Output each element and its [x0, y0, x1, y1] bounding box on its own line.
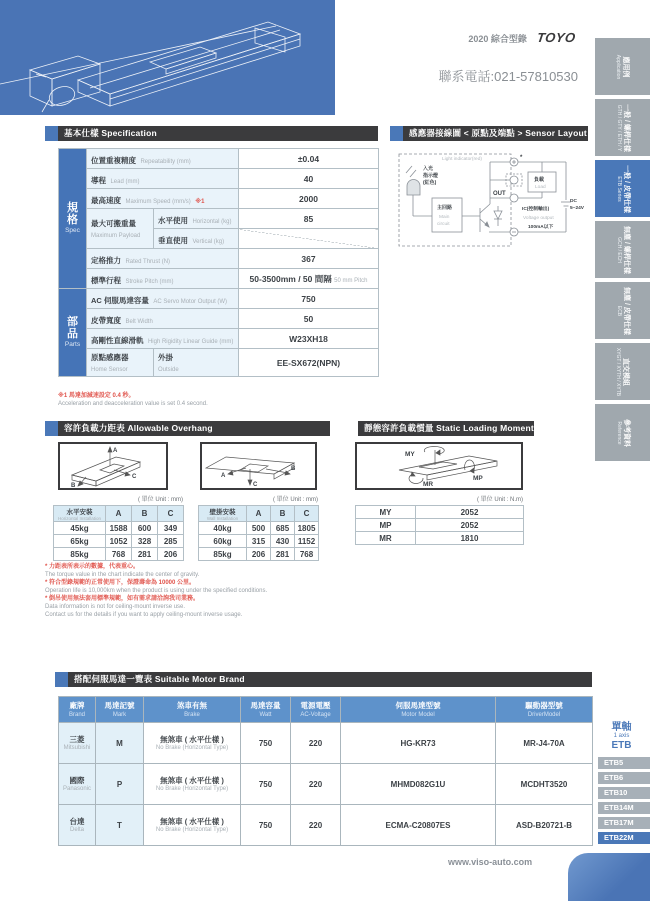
overhang-section-title: 容許負載力距表 Allowable Overhang	[58, 421, 330, 436]
table-row: 最大可搬重量 Maximum Payload 水平使用 Horizontal (kg) 85	[59, 209, 379, 229]
overhang-w-label-b: B	[291, 466, 296, 472]
catalog-title	[468, 30, 576, 45]
sidebar-tab-cartesian[interactable]: 直交模組 XYGT / XYTH / XYTB	[595, 343, 650, 400]
sensor-label-load: 負載	[534, 177, 545, 183]
sidebar-tab-etb-series[interactable]: 一般 / 皮帶仕樣 ETB Series	[595, 160, 650, 217]
table-row: 60kg 315 430 1152	[199, 535, 319, 548]
sensor-label-main-circuit: 主回路	[437, 205, 453, 211]
sensor-label-dc-voltage: 5~24V	[570, 206, 585, 211]
sensor-label-light-3: (紅色)	[423, 180, 437, 186]
overhang-section-header	[45, 421, 330, 436]
sidebar-item-etb22m[interactable]: ETB22M	[598, 832, 650, 844]
table-row: 高剛性直線滑軌 High Rigidity Linear Guide (mm) W23XH18	[59, 329, 379, 349]
moment-section-header	[358, 421, 534, 436]
motor-table	[58, 696, 593, 846]
actuator-line-art	[0, 0, 335, 115]
moment-table	[355, 505, 524, 545]
table-row: 三菱 Mitsubishi M 無煞車 ( 水平仕樣 ) No Brake (Horizontal Type) 750 220 HG-KR73 MR-J4-70A	[59, 723, 593, 764]
sensor-label-load-en: Load	[535, 185, 546, 190]
header-accent-square	[390, 126, 403, 141]
spec-footnote: ※1 馬達加減速設定 0.4 秒。 Acceleration and deacceleration value is set 0.4 second.	[58, 393, 208, 407]
sensor-label-ic: IC(控制輸出)	[522, 207, 550, 212]
overhang-wall-diagram	[200, 442, 317, 490]
table-row: 40kg 500 685 1805	[199, 522, 319, 535]
moment-label-mr: MR	[423, 481, 434, 488]
brand-logo: TOYO	[536, 30, 578, 45]
spec-value-home-sensor: EE-SX672(NPN)	[239, 349, 379, 377]
spec-value-motor-output: 750	[239, 289, 379, 309]
overhang-wall-table	[198, 505, 319, 561]
sensor-section-header	[390, 126, 588, 141]
spec-value-belt-width: 50	[239, 309, 379, 329]
spec-value-thrust: 367	[239, 249, 379, 269]
table-row: 最高速度 Maximum Speed (mm/s) ※1 2000	[59, 189, 379, 209]
sensor-label-main-en2: circuit	[437, 222, 450, 227]
table-row: 原點感應器 Home Sensor 外掛 Outside EE-SX672(NPN)	[59, 349, 379, 377]
moment-section-title: 靜態容許負載慣量 Static Loading Moment	[358, 421, 534, 436]
spec-value-payload-vertical	[239, 229, 379, 249]
sensor-label-light-en: Light indicator(red)	[442, 157, 482, 162]
moment-label-mp: MP	[473, 475, 483, 482]
table-header-row: 廠牌 Brand 馬達記號 Mark 煞車有無 Brake 馬達容量 Watt 電源電壓 AC-Voltage 伺服馬達型號 Motor Model 驅動器型號 DriverModel	[59, 697, 593, 723]
table-row: 規 格 Spec 位置重複精度 Repeatability (mm) ±0.04	[59, 149, 379, 169]
sensor-wiring-diagram	[396, 146, 588, 252]
moment-unit: ( 單位 Unit : N.m)	[477, 497, 523, 503]
spec-value-speed: 2000	[239, 189, 379, 209]
sensor-label-current: 100mA以下	[528, 225, 554, 230]
table-row: 垂直使用 Vertical (kg)	[59, 229, 379, 249]
sidebar-tab-application[interactable]: 應用例 Application	[595, 38, 650, 95]
table-row: 65kg 1052 328 285	[54, 535, 184, 548]
parts-group-label: 部 品 Parts	[59, 289, 87, 377]
table-row: 國際 Panasonic P 無煞車 ( 水平仕樣 ) No Brake (Horizontal Type) 750 220 MHMD082G1U MCDHT3520	[59, 764, 593, 805]
contact-phone: 聯系電話:021-57810530	[438, 69, 578, 84]
table-row: 85kg 768 281 206	[54, 548, 184, 561]
etb-series-group-label: 單軸 1 axis ETB	[611, 722, 632, 751]
spec-value-payload-horizontal: 85	[239, 209, 379, 229]
moment-label-my: MY	[405, 451, 415, 458]
table-row: 標準行程 Stroke Pitch (mm) 50-3500mm / 50 間隔 50 mm Pitch	[59, 269, 379, 289]
sensor-label-main-en1: Main	[439, 215, 450, 220]
sensor-terminal-star: *	[520, 155, 523, 161]
overhang-w-label-a: A	[221, 473, 226, 479]
sensor-label-out: OUT	[493, 191, 506, 197]
table-row: 水平安裝 Horizontal Installation A B C	[54, 506, 184, 522]
sensor-label-voltage-en: Voltage output	[523, 216, 554, 221]
spec-section-title: 基本仕樣 Specification	[58, 126, 378, 141]
overhang-w-label-c: C	[253, 482, 258, 488]
table-row: MY 2052	[356, 506, 524, 519]
table-row: MR 1810	[356, 532, 524, 545]
catalog-label: 綜合型錄	[490, 34, 527, 44]
table-row: 85kg 206 281 768	[199, 548, 319, 561]
sidebar-item-etb17m[interactable]: ETB17M	[598, 817, 650, 829]
sensor-section-title: 感應器接線圖 < 原點及端點 > Sensor Layout	[403, 126, 588, 141]
table-row: 台達 Delta T 無煞車 ( 水平仕樣 ) No Brake (Horizontal Type) 750 220 ECMA-C20807ES ASD-B20721-B	[59, 805, 593, 846]
header-accent-square	[45, 126, 58, 141]
table-row: 壁掛安裝 Wall Installation A B C	[199, 506, 319, 522]
moment-diagram	[355, 442, 523, 490]
header-accent-square	[55, 672, 68, 687]
sidebar-tab-cleanroom-screw[interactable]: 無塵 / 螺桿仕樣 GCH / ECH	[595, 221, 650, 278]
spec-value-guide: W23XH18	[239, 329, 379, 349]
spec-section-header	[45, 126, 378, 141]
motor-section-header	[55, 672, 592, 687]
table-row: 導程 Lead (mm) 40	[59, 169, 379, 189]
table-row: MP 2052	[356, 519, 524, 532]
sensor-label-light-1: 入光	[423, 166, 434, 172]
corner-decoration	[568, 853, 650, 901]
spec-value-repeatability: ±0.04	[239, 149, 379, 169]
sidebar-item-etb5[interactable]: ETB5	[598, 757, 650, 769]
overhang-notes: * 力距表所表示的數據，代表重心。 The torque value in the chart indicate the center of gravity. * 符合型錄規範的正常使用下，保證壽命為 10000 公里。 Operation life is 10,000km when the product is using under the specified conditions. * 倒吊使用無法套用標準規範，如有需求請洽詢我司業務。 Data information is not for ceiling-mount inverse use. Contact us for the details if you want to apply ceiling-mount inverse usage.	[45, 564, 268, 618]
footnote-ref: ※1	[195, 198, 205, 205]
spec-table	[58, 148, 379, 377]
catalog-year: 2020	[468, 34, 489, 44]
sidebar-item-etb10[interactable]: ETB10	[598, 787, 650, 799]
table-row: 部 品 Parts AC 伺服馬達容量 AC Servo Motor Output (W) 750	[59, 289, 379, 309]
motor-section-title: 搭配伺服馬達一覽表 Suitable Motor Brand	[68, 672, 592, 687]
overhang-horizontal-table	[53, 505, 184, 561]
table-row: 定格推力 Rated Thrust (N) 367	[59, 249, 379, 269]
overhang-h-label-c: C	[132, 474, 137, 480]
spec-value-lead: 40	[239, 169, 379, 189]
overhang-horizontal-diagram	[58, 442, 168, 490]
sidebar-tab-ecb[interactable]: 無塵 / 皮帶仕樣 ECB	[595, 282, 650, 339]
spec-group-label: 規 格 Spec	[59, 149, 87, 289]
sidebar-item-etb6[interactable]: ETB6	[598, 772, 650, 784]
table-row: 皮帶寬度 Belt Width 50	[59, 309, 379, 329]
overhang-wall-unit: ( 單位 Unit : mm)	[273, 497, 318, 503]
website-url: www.viso-auto.com	[448, 857, 533, 867]
sidebar-tab-reference[interactable]: 參考資料 Reference	[595, 404, 650, 461]
sensor-label-light-2: 指示燈	[423, 173, 439, 179]
sidebar-item-etb14m[interactable]: ETB14M	[598, 802, 650, 814]
product-photo	[0, 0, 335, 115]
header-accent-square	[45, 421, 58, 436]
sidebar-tab-general-screw[interactable]: 一般 / 螺桿仕樣 GTH / GTY / ETH / Y	[595, 99, 650, 156]
table-row: 45kg 1588 600 349	[54, 522, 184, 535]
overhang-horizontal-unit: ( 單位 Unit : mm)	[138, 497, 183, 503]
spec-value-stroke: 50-3500mm / 50 間隔 50 mm Pitch	[239, 269, 379, 289]
sensor-label-dc: DC	[570, 199, 577, 204]
overhang-h-label-b: B	[71, 483, 76, 488]
overhang-h-label-a: A	[113, 448, 118, 454]
